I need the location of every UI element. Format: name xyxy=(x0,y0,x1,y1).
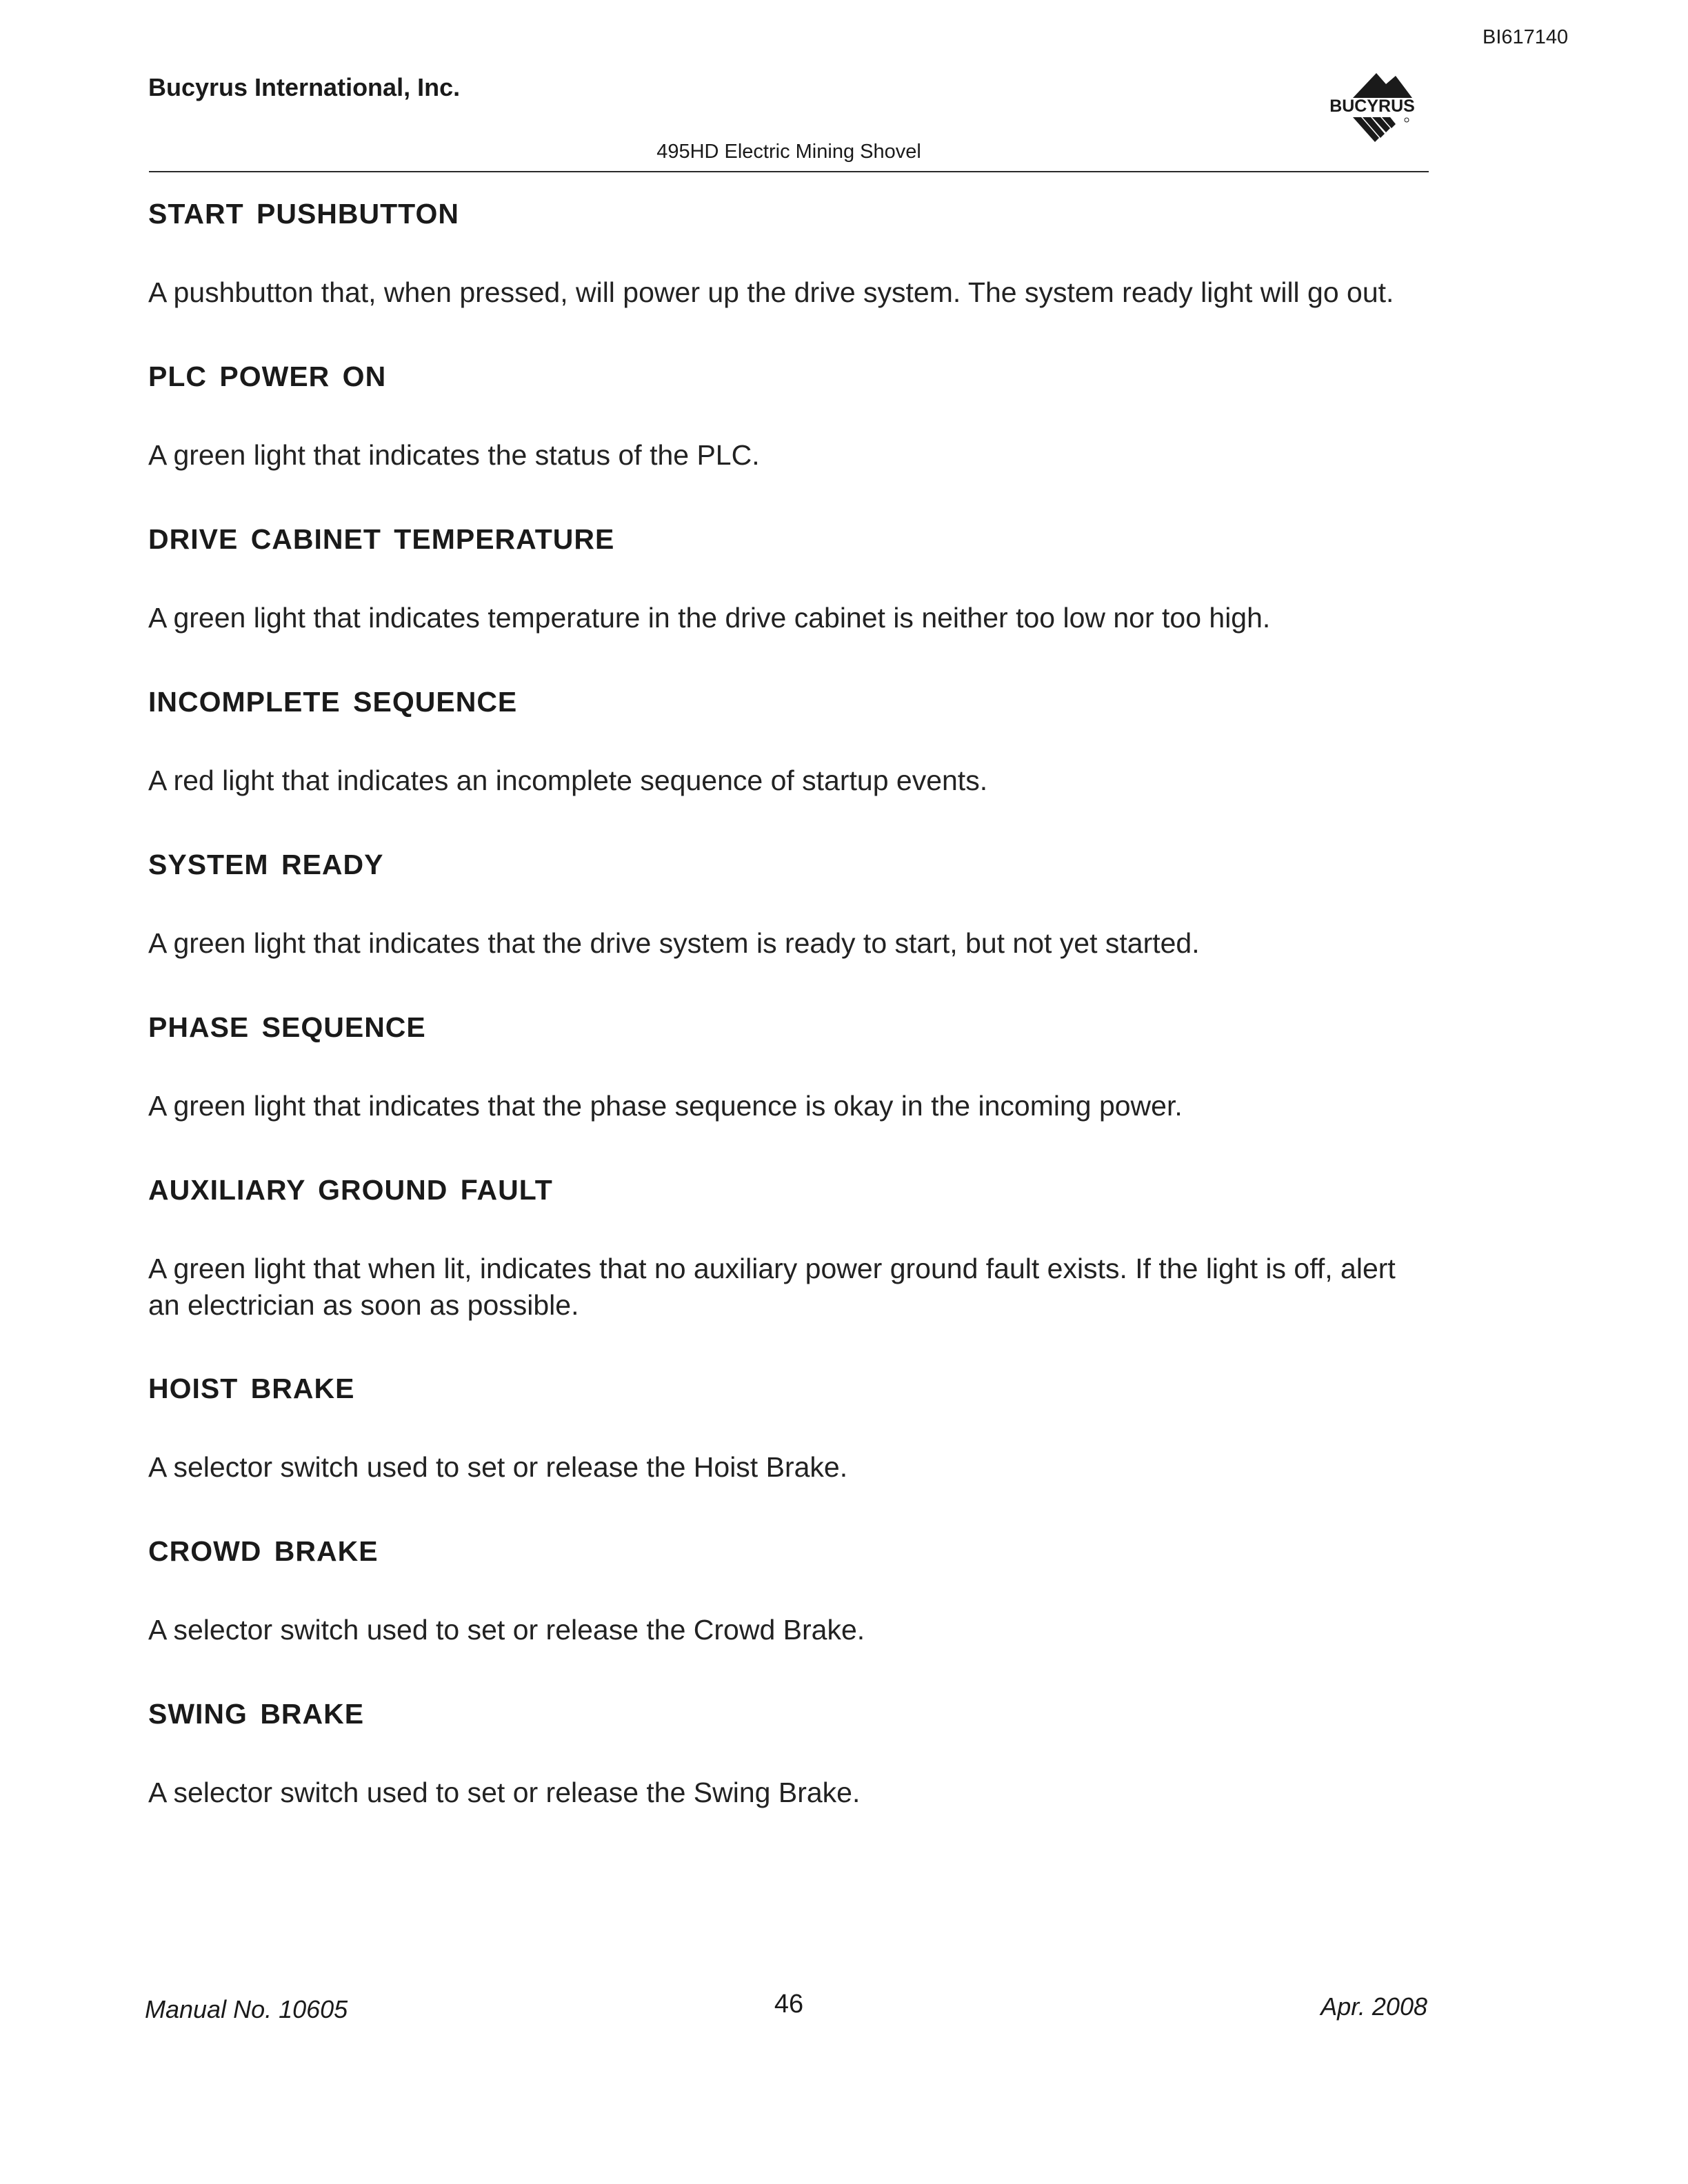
company-name: Bucyrus International, Inc. xyxy=(148,73,461,101)
entry-description: A green light that indicates that the drive system is ready to start, but not yet started. xyxy=(148,927,1200,959)
publication-date: Apr. 2008 xyxy=(1320,1992,1427,2021)
entry-auxiliary-ground-fault xyxy=(148,1166,1431,1365)
entry-heading: AUXILIARY GROUND FAULT xyxy=(148,1174,553,1206)
entry-description: A green light that indicates the status of the PLC. xyxy=(148,439,760,471)
entry-heading: PLC POWER ON xyxy=(148,361,387,392)
entry-description: A green light that indicates that the phase sequence is okay in the incoming power. xyxy=(148,1090,1183,1122)
entry-heading: START PUSHBUTTON xyxy=(148,198,459,230)
document-id: BI617140 xyxy=(1483,26,1569,48)
entry-description: A green light that when lit, indicates that no auxiliary power ground fault exists. If the light is off, alert an electrician as soon as possible. xyxy=(148,1253,1396,1321)
entry-crowd-brake xyxy=(148,1528,1431,1690)
entry-drive-cabinet-temperature xyxy=(148,516,1431,678)
entry-heading: DRIVE CABINET TEMPERATURE xyxy=(148,523,615,555)
entry-hoist-brake xyxy=(148,1365,1431,1528)
entry-description: A pushbutton that, when pressed, will power up the drive system. The system ready light will go out. xyxy=(148,276,1394,308)
entry-swing-brake xyxy=(148,1690,1431,1853)
entry-heading: INCOMPLETE SEQUENCE xyxy=(148,686,518,718)
entry-heading: SYSTEM READY xyxy=(148,849,384,880)
entry-description: A green light that indicates temperature in the drive cabinet is neither too low nor too high. xyxy=(148,602,1271,634)
manual-number: Manual No. 10605 xyxy=(145,1995,348,2023)
entry-heading: HOIST BRAKE xyxy=(148,1373,355,1404)
entry-incomplete-sequence xyxy=(148,678,1431,841)
logo-text: BUCYRUS xyxy=(1329,97,1415,116)
entry-heading: SWING BRAKE xyxy=(148,1698,365,1730)
entry-phase-sequence xyxy=(148,1004,1431,1166)
entry-system-ready xyxy=(148,841,1431,1004)
bucyrus-logo-icon xyxy=(1310,69,1434,148)
document-subtitle: 495HD Electric Mining Shovel xyxy=(656,141,921,163)
entry-list xyxy=(148,190,1431,1853)
entry-heading: PHASE SEQUENCE xyxy=(148,1011,426,1043)
entry-start-pushbutton xyxy=(148,190,1431,353)
entry-description: A red light that indicates an incomplete sequence of startup events. xyxy=(148,765,988,796)
entry-description: A selector switch used to set or release the Crowd Brake. xyxy=(148,1614,865,1646)
page-number: 46 xyxy=(774,1990,804,2019)
header-divider xyxy=(149,171,1429,172)
entry-description: A selector switch used to set or release the Hoist Brake. xyxy=(148,1451,848,1483)
entry-heading: CROWD BRAKE xyxy=(148,1535,379,1567)
entry-description: A selector switch used to set or release the Swing Brake. xyxy=(148,1777,861,1808)
entry-plc-power-on xyxy=(148,353,1431,516)
